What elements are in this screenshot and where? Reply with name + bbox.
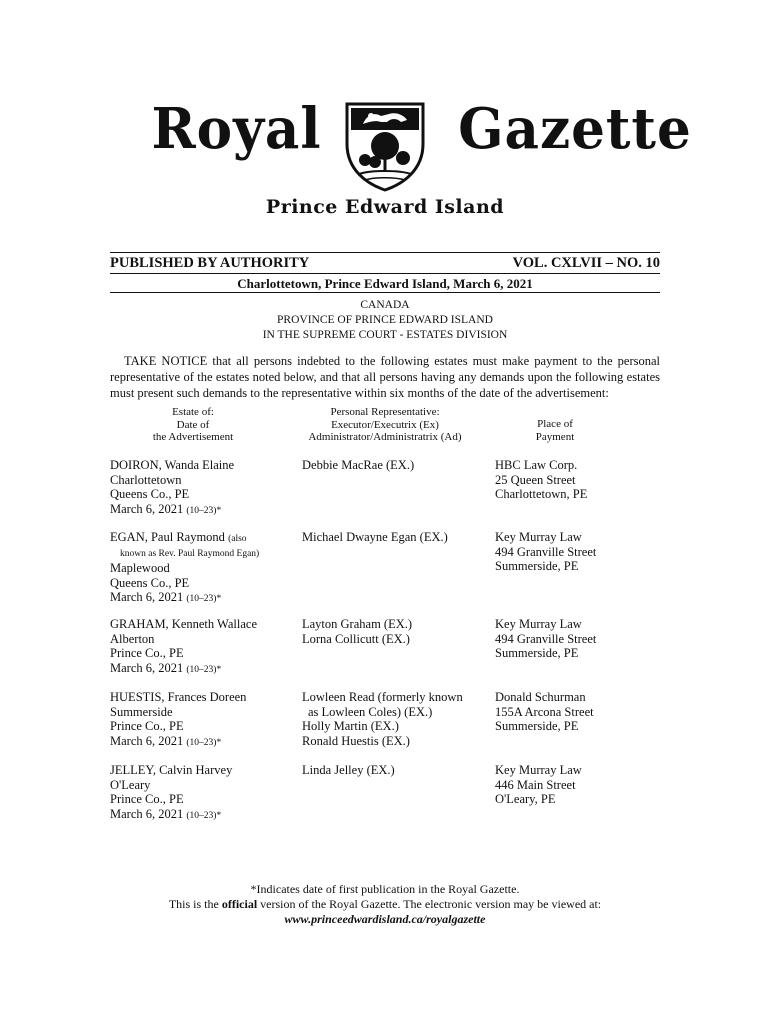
dateline: Charlottetown, Prince Edward Island, March 6, 2021 xyxy=(237,276,533,291)
estate-details: GRAHAM, Kenneth Wallace Alberton Prince Co., PE March 6, 2021 (10–23)* xyxy=(110,617,257,675)
masthead-subtitle: Prince Edward Island xyxy=(265,196,505,218)
gazette-website-link[interactable]: www.princeedwardisland.ca/royalgazette xyxy=(284,912,486,926)
column-header-representative: Personal Representative: Executor/Executrix (Ex) Administrator/Administratrix (Ad) xyxy=(308,406,462,443)
place-of-payment: Donald Schurman 155A Arcona Street Summerside, PE xyxy=(495,690,594,734)
header-rule-bottom xyxy=(110,292,660,293)
personal-representative: Debbie MacRae (EX.) xyxy=(302,458,415,472)
masthead-gazette: Gazette xyxy=(458,96,692,162)
personal-representative: Linda Jelley (EX.) xyxy=(302,763,395,777)
estate-details: EGAN, Paul Raymond (also known as Rev. Paul Raymond Egan) Maplewood Queens Co., PE March 6, 2021 (10–23)* xyxy=(110,530,260,605)
estate-details: DOIRON, Wanda Elaine Charlottetown Queens Co., PE March 6, 2021 (10–23)* xyxy=(110,458,235,516)
official-version-note: This is the official version of the Royal Gazette. The electronic version may be viewed at: xyxy=(168,897,602,911)
masthead-royal: Royal xyxy=(151,96,322,162)
personal-representative: Layton Graham (EX.) Lorna Collicutt (EX.) xyxy=(302,617,413,646)
court-line-province: PROVINCE OF PRINCE EDWARD ISLAND xyxy=(277,314,493,326)
estate-details: HUESTIS, Frances Doreen Summerside Prince Co., PE March 6, 2021 (10–23)* xyxy=(110,690,247,748)
volume-number: VOL. CXLVII – NO. 10 xyxy=(512,255,660,271)
estate-details: JELLEY, Calvin Harvey O'Leary Prince Co., PE March 6, 2021 (10–23)* xyxy=(110,763,233,821)
header-rule-middle xyxy=(110,273,660,274)
place-of-payment: Key Murray Law 446 Main Street O'Leary, PE xyxy=(495,763,582,807)
personal-representative: Michael Dwayne Egan (EX.) xyxy=(302,530,448,544)
header-rule-top xyxy=(110,252,660,253)
column-header-payment: Place of Payment xyxy=(535,418,575,443)
pei-coat-of-arms-icon xyxy=(341,100,429,192)
published-by-authority: PUBLISHED BY AUTHORITY xyxy=(110,255,310,271)
court-line-division: IN THE SUPREME COURT - ESTATES DIVISION xyxy=(262,329,508,341)
personal-representative: Lowleen Read (formerly known as Lowleen Coles) (EX.) Holly Martin (EX.) Ronald Huestis (EX.) xyxy=(302,690,463,748)
column-header-estate: Estate of: Date of the Advertisement xyxy=(152,406,234,443)
first-publication-note: *Indicates date of first publication in the Royal Gazette. xyxy=(250,882,520,896)
place-of-payment: HBC Law Corp. 25 Queen Street Charlottetown, PE xyxy=(495,458,588,502)
place-of-payment: Key Murray Law 494 Granville Street Summerside, PE xyxy=(495,530,597,574)
court-line-canada: CANADA xyxy=(360,299,410,311)
take-notice-paragraph: TAKE NOTICE that all persons indebted to the following estates must make payment to the personal representative of the estates noted below, and that all persons having any demands upon the following estates must present such demands to the representative within six months of the date of the advertisement: xyxy=(110,354,660,400)
masthead xyxy=(0,92,770,192)
place-of-payment: Key Murray Law 494 Granville Street Summerside, PE xyxy=(495,617,597,661)
